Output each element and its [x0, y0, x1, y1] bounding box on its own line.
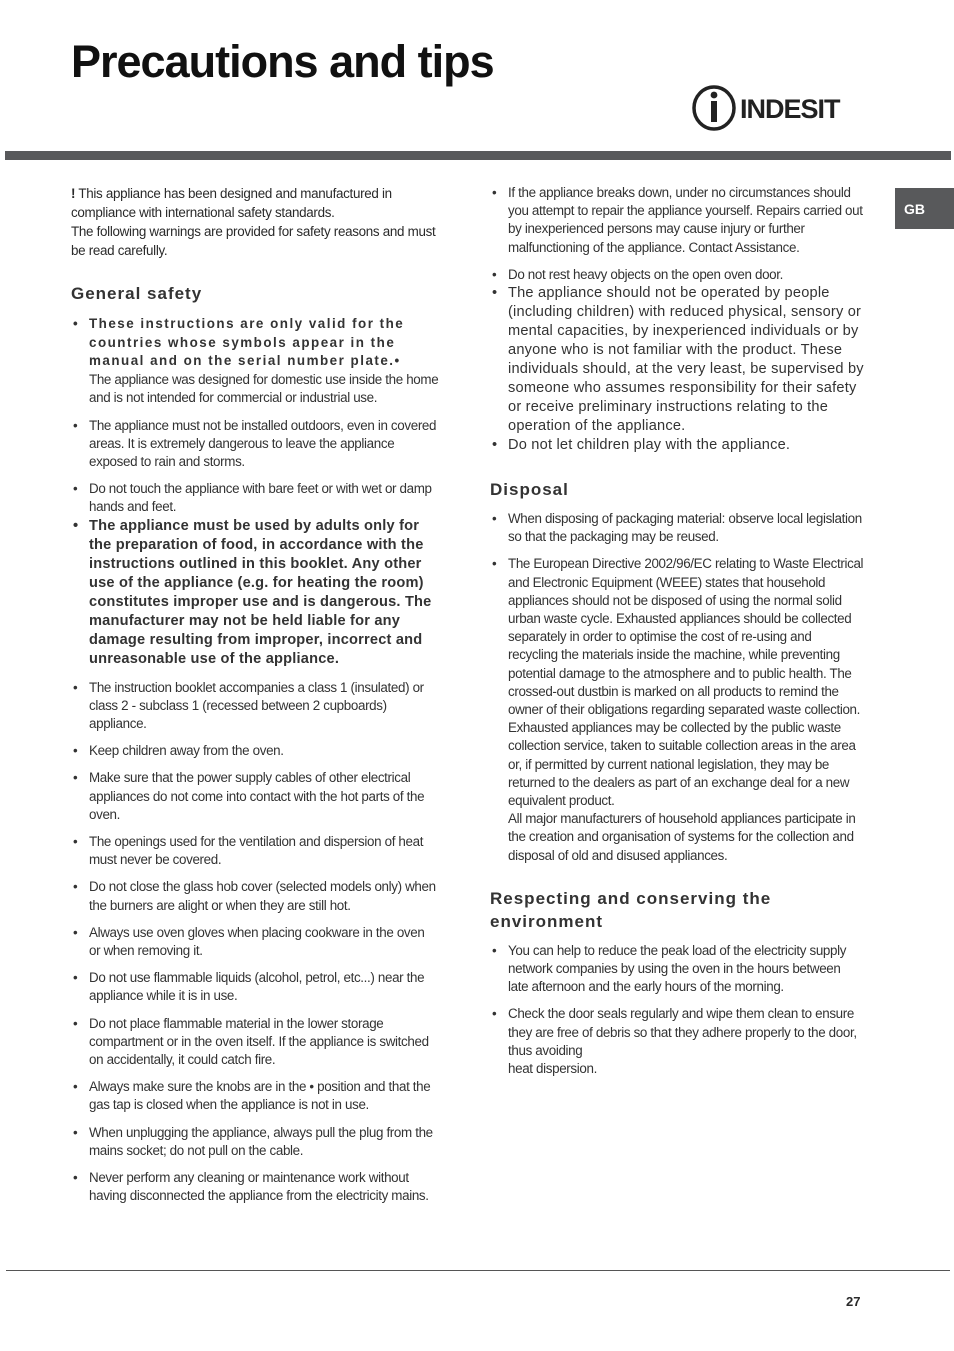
environment-list — [490, 942, 864, 1078]
safety-list-continued — [490, 184, 864, 455]
list-item: • The appliance must not be installed outdoors, even in covered areas. It is extremely dangerous to leave the appliance exposed to rain and storms. — [71, 417, 439, 472]
list-item: • Always use oven gloves when placing cookware in the oven or when removing it. — [71, 924, 439, 960]
section-heading-environment: Respecting and conserving the environment — [490, 888, 772, 931]
list-item: • Keep children away from the oven. — [71, 742, 439, 760]
warning-mark: ! — [71, 186, 76, 201]
indesit-logo — [690, 84, 866, 132]
list-item — [490, 555, 864, 864]
intro-text — [71, 184, 439, 260]
list-item: • Do not close the glass hob cover (selected models only) when the burners are alight or when they are still hot. — [71, 878, 439, 914]
list-item: • Do not place flammable material in the lower storage compartment or in the oven itself. If the appliance is switched on accidentally, it could catch fire. — [71, 1015, 439, 1070]
list-item: • If the appliance breaks down, under no circumstances should you attempt to repair the appliance yourself. Repairs carried out by inexperienced persons may cause injury or further malfunctioning of the appliance. Contact Assistance. — [490, 184, 864, 257]
right-column — [490, 184, 864, 1078]
page-number: 27 — [846, 1294, 861, 1309]
list-item: • Do not touch the appliance with bare feet or with wet or damp hands and feet. — [71, 480, 439, 516]
section-heading-general-safety: General safety — [71, 284, 203, 303]
list-item-important: • The appliance must be used by adults only for the preparation of food, in accordance with the instructions outlined in this booklet. Any other use of the appliance (e.g. for heating the room) constitutes improper use and is dangerous. The manufacturer may not be held liable for any damage resulting from improper, incorrect and unreasonable use of the appliance. — [71, 517, 439, 669]
header-divider-bar — [5, 151, 951, 160]
list-item: • The openings used for the ventilation and dispersion of heat must never be covered. — [71, 833, 439, 869]
general-safety-list — [71, 315, 439, 1205]
list-item — [71, 315, 439, 408]
list-item-paragraph: Check the door seals regularly and wipe them clean to ensure they are free of debris so that they adhere properly to the door, thus avoiding — [508, 1006, 857, 1058]
section-heading-disposal: Disposal — [490, 480, 569, 500]
list-item: • When unplugging the appliance, always pull the plug from the mains socket; do not pull on the cable. — [71, 1124, 439, 1160]
list-item — [490, 1005, 864, 1078]
list-item: • Do not rest heavy objects on the open oven door. — [490, 266, 864, 284]
list-item-paragraph: The European Directive 2002/96/EC relating to Waste Electrical and Electronic Equipment (WEEE) states that household appliances should not be disposed of using the normal solid urban waste cycle. Exhausted appliances should be collected separately in order to optimise the cost of re-using and recycling the materials inside the machine, while preventing potential damage to the atmosphere and to public health. The crossed-out dustbin is marked on all products to remind the owner of their obligations regarding separated waste collection. — [508, 556, 864, 718]
list-item: • Make sure that the power supply cables of other electrical appliances do not come into contact with the hot parts of the oven. — [71, 769, 439, 824]
list-item-paragraph: heat dispersion. — [508, 1061, 597, 1077]
list-item-text: The appliance was designed for domestic use inside the home and is not intended for commercial or industrial use. — [89, 371, 439, 405]
list-item: • Do not use flammable liquids (alcohol, petrol, etc...) near the appliance while it is in use. — [71, 969, 439, 1005]
list-item: • You can help to reduce the peak load of the electricity supply network companies by using the oven in the hours between late afternoon and the early hours of the morning. — [490, 942, 864, 997]
page-title: Precautions and tips — [71, 36, 494, 87]
list-item: • The appliance should not be operated by people (including children) with reduced physical, sensory or mental capacities, by inexperienced individuals or by anyone who is not familiar with the product. These individuals should, at the very least, be supervised by someone who assumes responsibility for their safety or receive preliminary instructions relating to the operation of the appliance. — [490, 284, 864, 436]
list-item: • Do not let children play with the appliance. — [490, 436, 864, 455]
footer-divider — [6, 1270, 950, 1271]
list-item: • Never perform any cleaning or maintenance work without having disconnected the appliance from the electricity mains. — [71, 1169, 439, 1205]
list-item: • Always make sure the knobs are in the • position and that the gas tap is closed when the appliance is not in use. — [71, 1078, 439, 1114]
left-column — [71, 184, 439, 1205]
disposal-list — [490, 510, 864, 865]
intro-line-1: This appliance has been designed and manufactured in compliance with international safety standards. — [71, 186, 392, 220]
list-item-paragraph: Exhausted appliances may be collected by the public waste collection service, taken to suitable collection areas in the area or, if permitted by current national legislation, they may be returned to the dealers as part of an exchange deal for a new equivalent product. — [508, 720, 856, 809]
list-item: • The instruction booklet accompanies a class 1 (insulated) or class 2 - subclass 1 (recessed between 2 cupboards) appliance. — [71, 679, 439, 734]
brand-wordmark: INDESIT — [740, 94, 840, 124]
list-item-paragraph: All major manufacturers of household appliances participate in the creation and organisation of systems for the collection and disposal of old and disused appliances. — [508, 811, 856, 863]
list-item-bold-text: These instructions are only valid for the countries whose symbols appear in the manual and on the serial number plate.• — [89, 316, 405, 368]
language-tab: GB — [895, 188, 954, 229]
intro-line-2: The following warnings are provided for safety reasons and must be read carefully. — [71, 224, 436, 258]
list-item: • When disposing of packaging material: observe local legislation so that the packaging may be reused. — [490, 510, 864, 546]
